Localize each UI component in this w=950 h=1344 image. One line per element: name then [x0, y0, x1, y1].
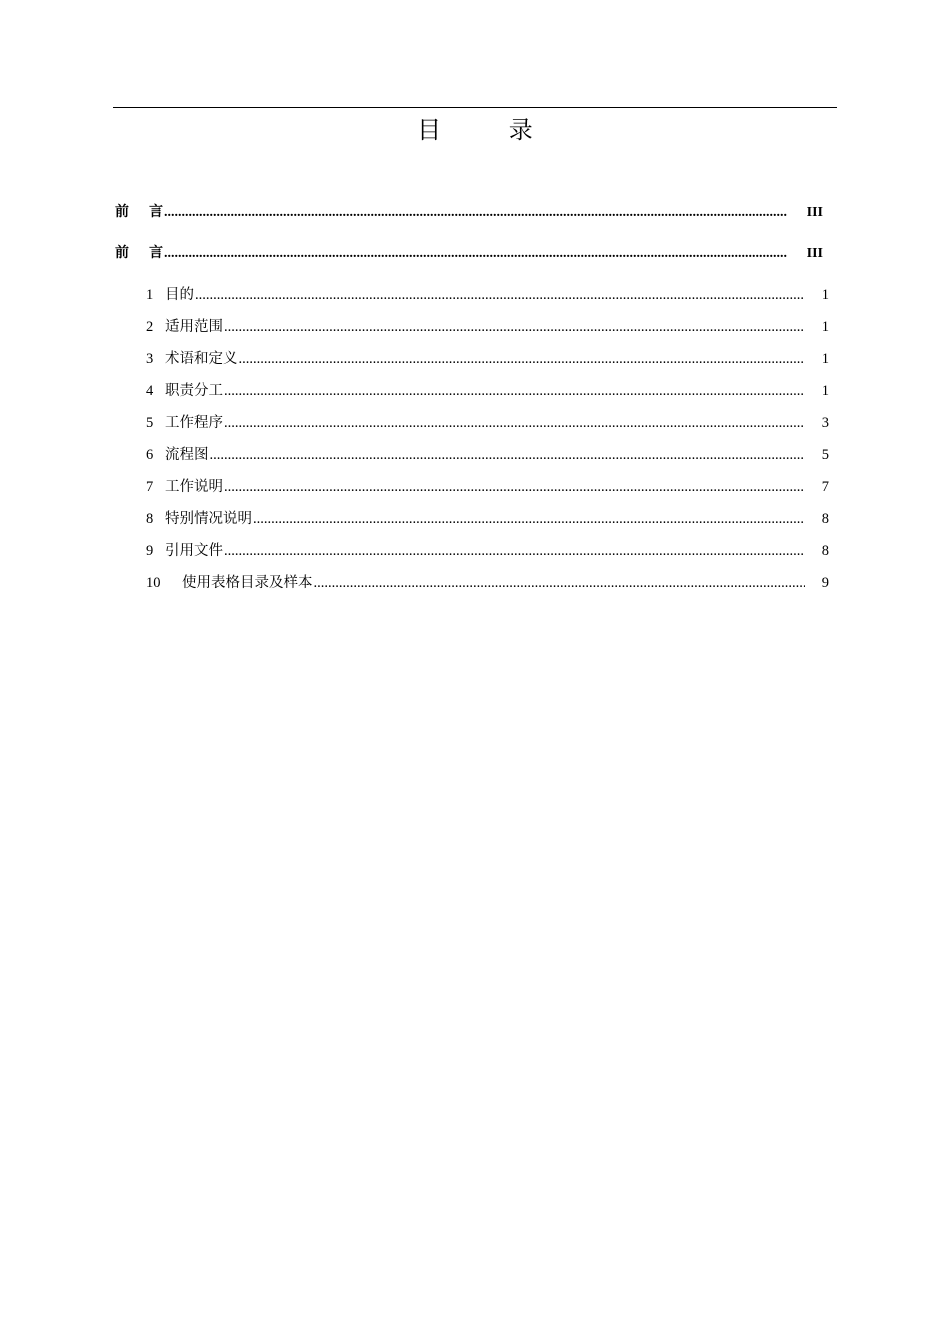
toc-entry[interactable] — [146, 444, 829, 466]
toc-entry-label: 工作程序 — [165, 415, 223, 431]
toc-entry-label: 工作说明 — [165, 479, 223, 495]
toc-page-number: 1 — [821, 287, 829, 303]
toc-entry-label: 特别情况说明 — [165, 511, 252, 527]
toc-page-number: III — [806, 246, 823, 261]
toc-page-number: 3 — [821, 415, 829, 431]
toc-page-number: 1 — [821, 383, 829, 399]
toc-entry-number: 7 — [146, 479, 154, 495]
dot-leader — [224, 380, 805, 402]
toc-entry-foreword[interactable] — [115, 242, 823, 264]
toc-entry-number: 9 — [146, 543, 154, 559]
toc-entry-number: 3 — [146, 351, 154, 367]
dot-leader — [253, 508, 805, 530]
toc-page-number: 1 — [821, 351, 829, 367]
toc-entry-label: 前言 — [115, 204, 163, 220]
toc-entry[interactable] — [146, 572, 829, 594]
toc-page-number: 9 — [821, 575, 829, 591]
toc-entry-label: 适用范围 — [165, 319, 223, 335]
dot-leader — [164, 202, 787, 224]
toc-entry-number: 6 — [146, 447, 154, 463]
toc-entry-label: 流程图 — [165, 447, 209, 463]
toc-entry-label: 前言 — [115, 245, 163, 261]
dot-leader — [164, 243, 787, 265]
toc-page-number: 1 — [821, 319, 829, 335]
toc-entry[interactable] — [146, 540, 829, 562]
dot-leader — [239, 348, 806, 370]
toc-entry[interactable] — [146, 316, 829, 338]
toc-entry[interactable] — [146, 284, 829, 306]
dot-leader — [314, 572, 806, 594]
toc-page-number: 8 — [821, 511, 829, 527]
header-rule — [113, 107, 837, 108]
toc-entry-number: 8 — [146, 511, 154, 527]
toc-entry[interactable] — [146, 380, 829, 402]
toc-entry-label: 职责分工 — [165, 383, 223, 399]
toc-entry[interactable] — [146, 476, 829, 498]
dot-leader — [224, 412, 805, 434]
dot-leader — [224, 316, 805, 338]
dot-leader — [195, 284, 805, 306]
toc-entry-label: 目的 — [165, 287, 194, 303]
toc-page-number: 5 — [821, 447, 829, 463]
toc-entry-label: 术语和定义 — [165, 351, 238, 367]
toc-entry-label: 使用表格目录及样本 — [182, 575, 313, 591]
toc-entry[interactable] — [146, 508, 829, 530]
toc-entry-number: 4 — [146, 383, 154, 399]
toc-entry[interactable] — [146, 412, 829, 434]
toc-entry-number: 5 — [146, 415, 154, 431]
toc-entry-number: 1 — [146, 287, 154, 303]
toc-entry[interactable] — [146, 348, 829, 370]
dot-leader — [224, 540, 805, 562]
dot-leader — [210, 444, 806, 466]
dot-leader — [224, 476, 805, 498]
toc-page-number: III — [806, 205, 823, 220]
toc-entry-number: 10 — [146, 575, 161, 591]
toc-page-number: 8 — [821, 543, 829, 559]
toc-entry-number: 2 — [146, 319, 154, 335]
toc-entry-foreword[interactable] — [115, 201, 823, 223]
toc-page-number: 7 — [821, 479, 829, 495]
toc-title: 目 录 — [417, 116, 563, 144]
toc-entry-label: 引用文件 — [165, 543, 223, 559]
